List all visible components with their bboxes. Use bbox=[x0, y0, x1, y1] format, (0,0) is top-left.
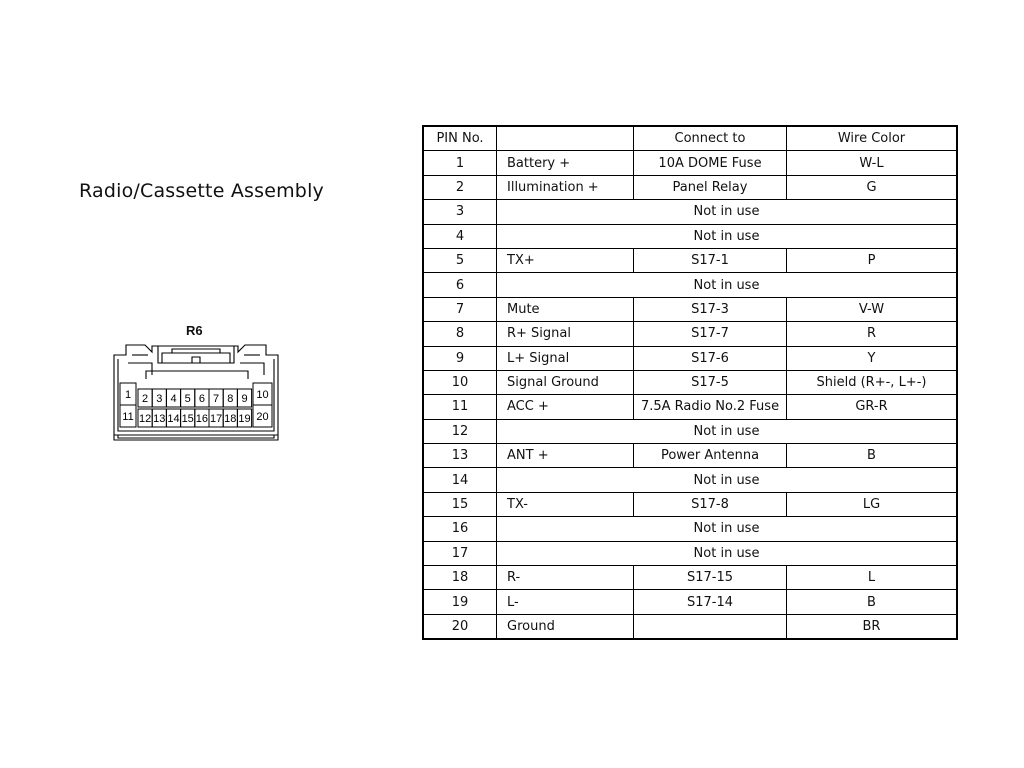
connect-to-cell: S17-7 bbox=[634, 322, 787, 346]
pin-number-cell: 12 bbox=[423, 419, 497, 443]
header-name bbox=[497, 126, 634, 151]
table-row bbox=[423, 370, 957, 394]
table-row bbox=[423, 590, 957, 614]
pin-number-cell: 15 bbox=[423, 492, 497, 516]
table-row bbox=[423, 322, 957, 346]
connector-pin-number: 20 bbox=[256, 411, 269, 423]
pin-table bbox=[422, 125, 958, 640]
wire-color-cell: Shield (R+-, L+-) bbox=[787, 370, 958, 394]
pin-number-cell: 20 bbox=[423, 614, 497, 639]
table-row bbox=[423, 541, 957, 565]
pin-number-cell: 6 bbox=[423, 273, 497, 297]
pin-number-cell: 13 bbox=[423, 444, 497, 468]
not-in-use-cell: Not in use bbox=[497, 224, 958, 248]
table-row bbox=[423, 346, 957, 370]
connector-pin-number: 1 bbox=[124, 389, 132, 401]
connector-pin-number: 2 bbox=[142, 393, 149, 405]
pin-number-cell: 2 bbox=[423, 175, 497, 199]
connector-label: R6 bbox=[186, 323, 203, 338]
connector-pin-number: 13 bbox=[153, 413, 166, 425]
table-row bbox=[423, 419, 957, 443]
connect-to-cell: S17-3 bbox=[634, 297, 787, 321]
pin-number-cell: 10 bbox=[423, 370, 497, 394]
table-row bbox=[423, 175, 957, 199]
pin-number-cell: 17 bbox=[423, 541, 497, 565]
signal-name-cell: TX- bbox=[497, 492, 634, 516]
pin-number-cell: 7 bbox=[423, 297, 497, 321]
connector-pin-number: 3 bbox=[156, 393, 163, 405]
table-row bbox=[423, 614, 957, 639]
wire-color-cell: B bbox=[787, 444, 958, 468]
pin-number-cell: 5 bbox=[423, 248, 497, 272]
not-in-use-cell: Not in use bbox=[497, 541, 958, 565]
signal-name-cell: TX+ bbox=[497, 248, 634, 272]
table-row bbox=[423, 566, 957, 590]
signal-name-cell: Signal Ground bbox=[497, 370, 634, 394]
signal-name-cell: ANT + bbox=[497, 444, 634, 468]
not-in-use-cell: Not in use bbox=[497, 517, 958, 541]
table-row bbox=[423, 224, 957, 248]
connect-to-cell: Power Antenna bbox=[634, 444, 787, 468]
connect-to-cell: 7.5A Radio No.2 Fuse bbox=[634, 395, 787, 419]
signal-name-cell: Ground bbox=[497, 614, 634, 639]
connector-pin-number: 14 bbox=[167, 413, 180, 425]
pin-number-cell: 4 bbox=[423, 224, 497, 248]
signal-name-cell: R+ Signal bbox=[497, 322, 634, 346]
pin-number-cell: 19 bbox=[423, 590, 497, 614]
table-row bbox=[423, 468, 957, 492]
connector-pin-number: 5 bbox=[184, 393, 191, 405]
connect-to-cell bbox=[634, 614, 787, 639]
wire-color-cell: GR-R bbox=[787, 395, 958, 419]
pin-number-cell: 14 bbox=[423, 468, 497, 492]
table-row bbox=[423, 200, 957, 224]
connector-pin-number: 6 bbox=[198, 393, 205, 405]
connector-pin-number: 10 bbox=[256, 389, 269, 401]
wire-color-cell: V-W bbox=[787, 297, 958, 321]
not-in-use-cell: Not in use bbox=[497, 419, 958, 443]
connect-to-cell: S17-6 bbox=[634, 346, 787, 370]
not-in-use-cell: Not in use bbox=[497, 200, 958, 224]
table-row bbox=[423, 297, 957, 321]
connector-pin-number: 12 bbox=[138, 413, 152, 425]
connect-to-cell: S17-15 bbox=[634, 566, 787, 590]
pin-number-cell: 11 bbox=[423, 395, 497, 419]
pin-number-cell: 3 bbox=[423, 200, 497, 224]
connector-pin-number: 11 bbox=[122, 411, 134, 423]
connector-pin-number: 16 bbox=[195, 413, 209, 425]
not-in-use-cell: Not in use bbox=[497, 468, 958, 492]
connector-pin-number: 18 bbox=[224, 413, 237, 425]
wire-color-cell: G bbox=[787, 175, 958, 199]
wire-color-cell: Y bbox=[787, 346, 958, 370]
connector-pin-number: 4 bbox=[170, 393, 177, 405]
table-row bbox=[423, 492, 957, 516]
table-header-row bbox=[423, 126, 957, 151]
wire-color-cell: BR bbox=[787, 614, 958, 639]
pin-number-cell: 8 bbox=[423, 322, 497, 346]
pin-number-cell: 16 bbox=[423, 517, 497, 541]
wire-color-cell: LG bbox=[787, 492, 958, 516]
table-row bbox=[423, 151, 957, 175]
connect-to-cell: S17-8 bbox=[634, 492, 787, 516]
wire-color-cell: W-L bbox=[787, 151, 958, 175]
signal-name-cell: ACC + bbox=[497, 395, 634, 419]
signal-name-cell: Mute bbox=[497, 297, 634, 321]
signal-name-cell: L+ Signal bbox=[497, 346, 634, 370]
connector-pin-number: 7 bbox=[213, 393, 220, 405]
pin-number-cell: 1 bbox=[423, 151, 497, 175]
connect-to-cell: 10A DOME Fuse bbox=[634, 151, 787, 175]
signal-name-cell: Illumination + bbox=[497, 175, 634, 199]
wire-color-cell: L bbox=[787, 566, 958, 590]
table-row bbox=[423, 248, 957, 272]
wire-color-cell: P bbox=[787, 248, 958, 272]
table-row bbox=[423, 273, 957, 297]
signal-name-cell: Battery + bbox=[497, 151, 634, 175]
signal-name-cell: L- bbox=[497, 590, 634, 614]
header-pin: PIN No. bbox=[423, 126, 497, 151]
not-in-use-cell: Not in use bbox=[497, 273, 958, 297]
connector-pin-number: 8 bbox=[227, 393, 234, 405]
table-row bbox=[423, 517, 957, 541]
pin-number-cell: 9 bbox=[423, 346, 497, 370]
connect-to-cell: S17-14 bbox=[634, 590, 787, 614]
connector-pin-number: 19 bbox=[238, 413, 251, 425]
table-row bbox=[423, 395, 957, 419]
connector-pin-number: 17 bbox=[209, 413, 223, 425]
connect-to-cell: S17-5 bbox=[634, 370, 787, 394]
pin-number-cell: 18 bbox=[423, 566, 497, 590]
page-title: Radio/Cassette Assembly bbox=[79, 180, 324, 202]
wire-color-cell: B bbox=[787, 590, 958, 614]
signal-name-cell: R- bbox=[497, 566, 634, 590]
table-row bbox=[423, 444, 957, 468]
connector-pin-number: 15 bbox=[181, 413, 194, 425]
connector-diagram bbox=[112, 343, 280, 443]
header-connect-to: Connect to bbox=[634, 126, 787, 151]
connect-to-cell: S17-1 bbox=[634, 248, 787, 272]
wire-color-cell: R bbox=[787, 322, 958, 346]
connector-pin-number: 9 bbox=[241, 393, 248, 405]
header-wire-color: Wire Color bbox=[787, 126, 958, 151]
connect-to-cell: Panel Relay bbox=[634, 175, 787, 199]
